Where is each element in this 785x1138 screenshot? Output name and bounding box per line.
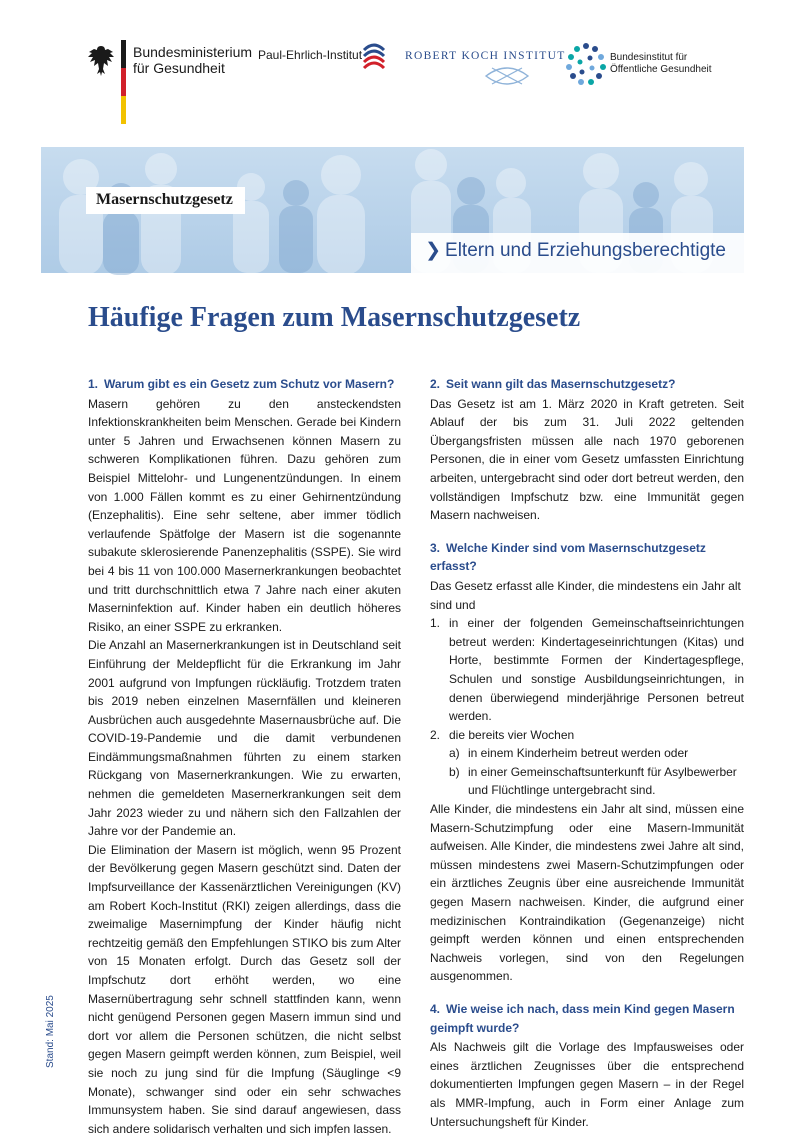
sub-list-item: a) in einem Kinderheim betreut werden oder [449,746,689,761]
hero-banner [41,147,744,273]
right-column [430,375,744,1131]
pei-logo-text: Paul-Ehrlich-Institut [258,48,363,62]
answer-2-paragraph-1: Das Gesetz ist am 1. März 2020 in Kraft getreten. Seit Ablauf der bis zum 31. Juli 2022 geltenden Übergangsfristen müssen alle nach 1970 geborenen Personen, die in einer vom Gesetz umfassten Einrichtung arbeiten, untergebracht sind oder dort betreut werden, den vollständigen Impfschutz bzw. eine Immunität gegen Masern nachweisen. [430,396,744,523]
rki-logo-icon [484,64,530,88]
german-flag-bar [121,40,126,124]
biog-logo-icon [566,42,606,86]
pei-logo-icon [361,40,387,70]
answer-1-paragraph-2: Die Anzahl an Masernerkrankungen ist in Deutschland seit Einführung der Meldepflicht für die Erkrankung im Jahr 2001 aufgrund von Impfungen rückläufig. Trotzdem traten bis 2019 neben einzelnen Masernfällen und kleineren Ausbrüchen auch ausgedehnte Masernausbrüche auf. Die COVID-19-Pandemie und die damit verbundenen Eindämmungsmaßnahmen führten zu einem starken Rückgang von Masernerkrankungen. Wie zu erwarten, nehmen die gemeldeten Masernerkrankungen seit dem Jahr 2023 wieder zu und nähern sich den Fallzahlen der Jahre vor der Pandemie an. [88,638,401,839]
logo-bar [0,30,785,130]
list-item: 2. die bereits vier Wochen [430,727,575,742]
rki-logo-text: ROBERT KOCH INSTITUT [405,50,566,62]
question-1-heading: 1. Warum gibt es ein Gesetz zum Schutz vor Masern? [88,377,395,391]
sub-list-item: b) in einer Gemeinschaftsunterkunft für Asylbewerber und Flüchtlinge untergebracht sind. [449,764,737,798]
federal-eagle-icon [86,44,116,78]
bmg-logo-text: Bundesministerium für Gesundheit [133,44,253,76]
banner-topic-label: Masernschutzgesetz [86,187,245,214]
document-date-note: Stand: Mai 2025 [45,995,56,1068]
question-2-heading: 2. Seit wann gilt das Masernschutzgesetz? [430,377,676,391]
page-title: Häufige Fragen zum Masernschutzgesetz [88,302,581,333]
list-item: 1. in einer der folgenden Gemeinschaftseinrichtungen betreut werden: Kindertageseinrichtungen (Kitas) und Horte, bestimmte Formen der Kindertagespflege, Schulen und sonstige Ausbildungseinrichtungen, in denen überwiegend minderjährige Personen betreut werden. [430,616,744,724]
chevron-right-icon: ❯ [425,240,442,261]
answer-4-paragraph-1: Als Nachweis gilt die Vorlage des Impfausweises oder eines ärztlichen Zeugnisses über die entsprechend dokumentierten Impfungen gegen Masern – in der Regel als MMR-Impfung, auch in Form einer Anlage zum Untersuchungsheft für Kinder. [430,1040,744,1129]
answer-1-paragraph-1: Masern gehören zu den ansteckendsten Infektionskrankheiten beim Menschen. Gerade bei Kindern unter 5 Jahren und Erwachsenen können Masern zu schweren Komplikationen führen. Dazu gehören zum Beispiel Mittelohr- und Lungenentzündungen. In einem von 1.000 Fällen kommt es zu einer Gehirnentzündung (Enzephalitis). Eine sehr seltene, aber immer tödlich verlaufende Spätfolge der Masern ist die sogenannte subakute sklerosierende Panenzephalitis (SSPE). Sie wird bei 4 bis 11 von 100.000 Masernerkrankungen beobachtet und tritt durchschnittlich etwa 7 Jahre nach einer akuten Maserninfektion auf. Kinder haben ein deutlich höheres Risiko, an einer SSPE zu erkranken. [88,396,401,634]
biog-logo-text: Bundesinstitut für Öffentliche Gesundheit [610,52,712,75]
answer-3-paragraph-2: Alle Kinder, die mindestens ein Jahr alt sind, müssen eine Masern-Schutzimpfung oder eine Masern-Immunität aufweisen. Alle Kinder, die mindestens zwei Jahre alt sind, müssen mindestens zwei Masern-Schutzimpfungen oder ein ärztliches Zeugnis über eine ausreichende Immunität gegen Masern nachweisen. Kinder, die aufgrund einer medizinischen Kontraindikation (Gegenanzeige) nicht geimpft werden können und einen entsprechenden Nachweis vorlegen, sind von den Regelungen ausgenommen. [430,802,744,984]
left-column [88,375,401,1138]
answer-3-intro: Das Gesetz erfasst alle Kinder, die mindestens ein Jahr alt sind und [430,578,741,612]
question-3-heading: 3. Welche Kinder sind vom Masernschutzgesetz erfasst? [430,540,706,574]
answer-1-paragraph-3: Die Elimination der Masern ist möglich, wenn 95 Prozent der Bevölkerung gegen Masern geschützt sind. Daten der Impfsurveillance der Kassenärztlichen Vereinigungen (KV) am Robert Koch-Institut (RKI) zeigen allerdings, dass die zweimalige Masernimpfung der Kinder häufig nicht rechtzeitig gemäß den Empfehlungen STIKO bis zum Alter von 15 Monaten erfolgt. Durch das Gesetz soll der Impfschutz dort erhöht werden, wo eine Masernübertragung sehr schnell stattfinden kann, wenn nicht genügend Personen gegen Masern immun sind und dort vor allem die Personen schützen, die nicht selbst gegen Masern geimpft werden können, zum Beispiel, weil sie noch zu jung sind für die Impfung (Säuglinge <9 Monate), schwanger sind oder ein sehr schwaches Immunsystem haben. Sie sind darauf angewiesen, dass sich andere solidarisch verhalten und sich impfen lassen. [88,842,401,1136]
banner-audience-label: ❯ Eltern und Erziehungsberechtigte [411,233,744,273]
question-4-heading: 4. Wie weise ich nach, dass mein Kind gegen Masern geimpft wurde? [430,1002,735,1035]
